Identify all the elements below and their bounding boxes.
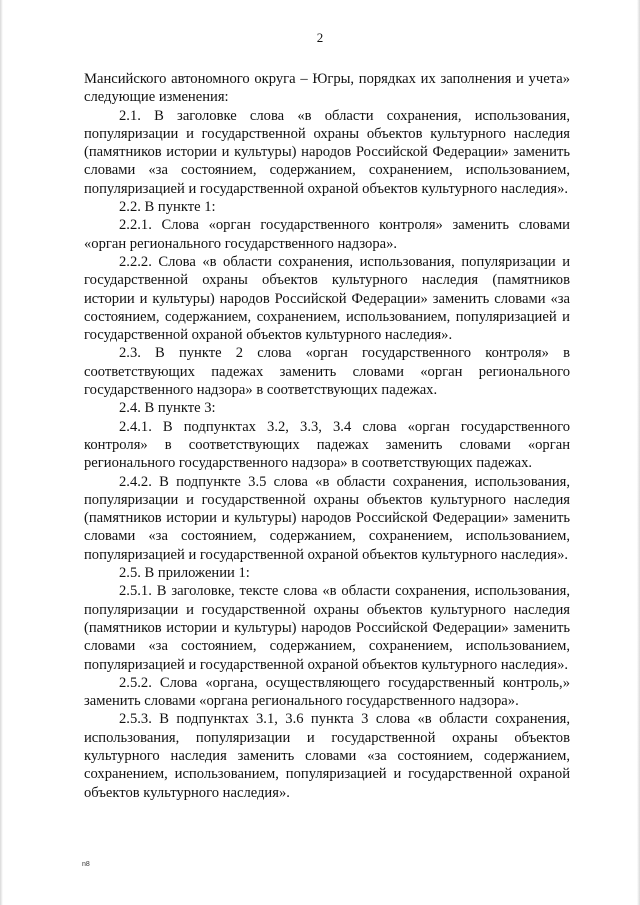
paragraph-2-4-2: 2.4.2. В подпункте 3.5 слова «в области сохранения, использования, популяризации и государственной охраны объектов культурного наследия (памятников истории и культуры) народов Российской Федерации» заменить словами «за состоянием, содержанием, сохранением, использованием, популяризацией и государственной охраной объектов культурного наследия». xyxy=(84,473,570,563)
paragraph-2-4-1: 2.4.1. В подпунктах 3.2, 3.3, 3.4 слова «орган государственного контроля» в соответствующих падежах заменить словами «орган регионального государственного надзора» в соответствующих падежах. xyxy=(84,418,570,472)
paragraph-2-4: 2.4. В пункте 3: xyxy=(119,400,216,417)
footer-mark: n8 xyxy=(82,861,90,868)
paragraph-2-2-1: 2.2.1. Слова «орган государственного контроля» заменить словами «орган регионального государственного надзора». xyxy=(84,217,570,252)
document-body xyxy=(84,70,570,802)
paragraph-2-5-3: 2.5.3. В подпунктах 3.1, 3.6 пункта 3 слова «в области сохранения, использования, популяризации и государственной охраны объектов культурного наследия заменить словами «за состоянием, содержанием, сохранением, использованием, популяризацией и государственной охраной объектов культурного наследия». xyxy=(84,711,570,801)
paragraph-2-1: 2.1. В заголовке слова «в области сохранения, использования, популяризации и государственной охраны объектов культурного наследия (памятников истории и культуры) народов Российской Федерации» заменить словами «за состоянием, содержанием, сохранением, использованием, популяризацией и государственной охраной объектов культурного наследия». xyxy=(84,107,570,197)
paragraph-2-5-2: 2.5.2. Слова «органа, осуществляющего государственный контроль,» заменить словами «органа регионального государственного надзора». xyxy=(84,674,570,710)
paragraph-2-5: 2.5. В приложении 1: xyxy=(119,565,250,582)
scan-edge-left xyxy=(0,0,3,905)
paragraph-continuation: Мансийского автономного округа – Югры, порядках их заполнения и учета» следующие изменения: xyxy=(84,71,570,106)
paragraph-2-2: 2.2. В пункте 1: xyxy=(119,199,216,216)
paragraph-2-3: 2.3. В пункте 2 слова «орган государственного контроля» в соответствующих падежах заменить словами «орган регионального государственного надзора» в соответствующих падежах. xyxy=(84,345,570,399)
paragraph-2-5-1: 2.5.1. В заголовке, тексте слова «в области сохранения, использования, популяризации и государственной охраны объектов культурного наследия (памятников истории и культуры) народов Российской Федерации» заменить словами «за состоянием, содержанием, сохранением, использованием, популяризацией и государственной охраной объектов культурного наследия». xyxy=(84,583,570,673)
page-number: 2 xyxy=(316,30,324,45)
paragraph-2-2-2: 2.2.2. Слова «в области сохранения, использования, популяризации и государственной охраны объектов культурного наследия (памятников истории и культуры) народов Российской Федерации» заменить словами «за состоянием, содержанием, сохранением, использованием, популяризацией и государственной охраной объектов культурного наследия». xyxy=(84,253,570,344)
